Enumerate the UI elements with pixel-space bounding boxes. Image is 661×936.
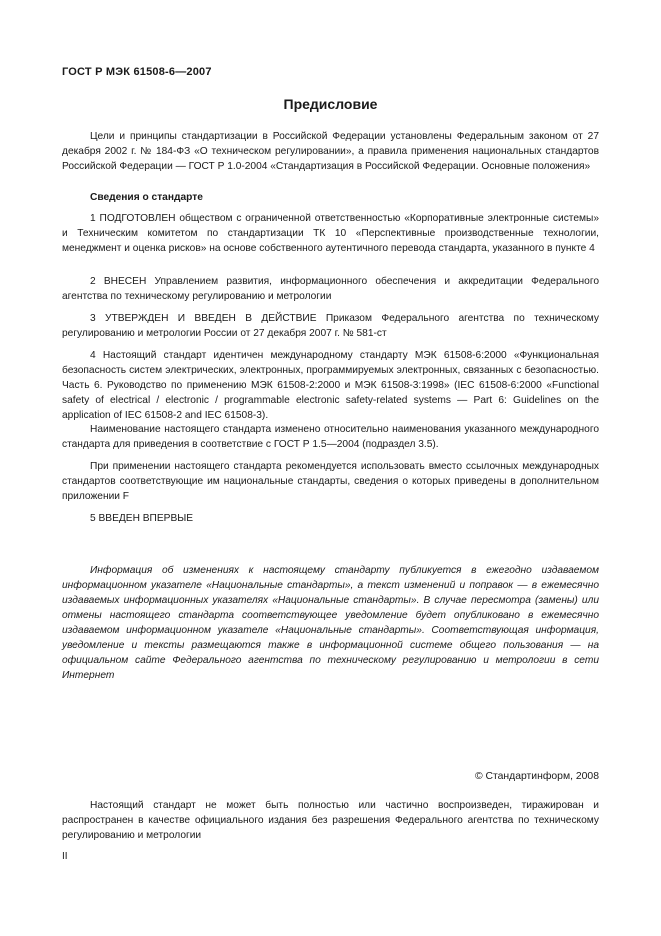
document-header: ГОСТ Р МЭК 61508-6—2007 (62, 66, 212, 78)
paragraph-name-changed: Наименование настоящего стандарта изменено относительно наименования указанного международного стандарта для приведения в соответствие с ГОСТ Р 1.5—2004 (подраздел 3.5). (62, 424, 599, 450)
paragraph-prepared: 1 ПОДГОТОВЛЕН обществом с ограниченной ответственностью «Корпоративные электронные системы» и Техническим комитетом по стандартизации ТК 10 «Перспективные производственные технологии, менеджмент и оценка рисков» на основе собственного аутентичного перевода стандарта, указанного в пункте 4 (62, 213, 599, 254)
paragraph-approved: 3 УТВЕРЖДЕН И ВВЕДЕН В ДЕЙСТВИЕ Приказом Федерального агентства по техническому регулированию и метрологии России от 27 декабря 2007 г. № 581-ст (62, 313, 599, 339)
paragraph-introduced: 2 ВНЕСЕН Управлением развития, информационного обеспечения и аккредитации Федерального агентства по техническому регулированию и метрологии (62, 276, 599, 302)
paragraph-reproduction: Настоящий стандарт не может быть полностью или частично воспроизведен, тиражирован и распространен в качестве официального издания без разрешения Федерального агентства по техническому регулированию и метрологии (62, 800, 599, 841)
paragraph-intro: Цели и принципы стандартизации в Российской Федерации установлены Федеральным законом от 27 декабря 2002 г. № 184-ФЗ «О техническом регулировании», а правила применения национальных стандартов Российской Федерации — ГОСТ Р 1.0-2004 «Стандартизация в Российской Федерации. Основные положения» (62, 131, 599, 172)
page-number: II (62, 851, 68, 862)
copyright: © Стандартинформ, 2008 (474, 771, 599, 782)
paragraph-changes-info: Информация об изменениях к настоящему стандарту публикуется в ежегодно издаваемом информационном указателе «Национальные стандарты», а текст изменений и поправок — в ежемесячно издаваемых информационных указателях «Национальные стандарты». В случае пересмотра (замены) или отмены настоящего стандарта соответствующее уведомление будет опубликовано в ежемесячно издаваемом информационном указателе «Национальные стандарты». Соответствующая информация, уведомление и тексты размещаются также в информационной системе общего пользования — на официальном сайте Федерального агентства по техническому регулированию и метрологии в сети Интернет (62, 565, 599, 681)
paragraph-first-introduced: 5 ВВЕДЕН ВПЕРВЫЕ (90, 513, 194, 524)
section-heading: Сведения о стандарте (90, 192, 203, 203)
paragraph-identical: 4 Настоящий стандарт идентичен международному стандарту МЭК 61508-6:2000 «Функциональная безопасность систем электрических, электронных, программируемых электронных, связанных с безопасностью. Часть 6. Руководство по применению МЭК 61508-2:2000 и МЭК 61508-3:1998» (IEC 61508-6:2000 «Functional safety of electrical / electronic / programmable electronic safety-related systems — Part 6: Guidelines on the application of IEC 61508-2 and IEC 61508-3). (62, 350, 599, 421)
page-title: Предисловие (283, 96, 378, 112)
paragraph-references: При применении настоящего стандарта рекомендуется использовать вместо ссылочных международных стандартов соответствующие им национальные стандарты, сведения о которых приведены в дополнительном приложении F (62, 461, 599, 502)
